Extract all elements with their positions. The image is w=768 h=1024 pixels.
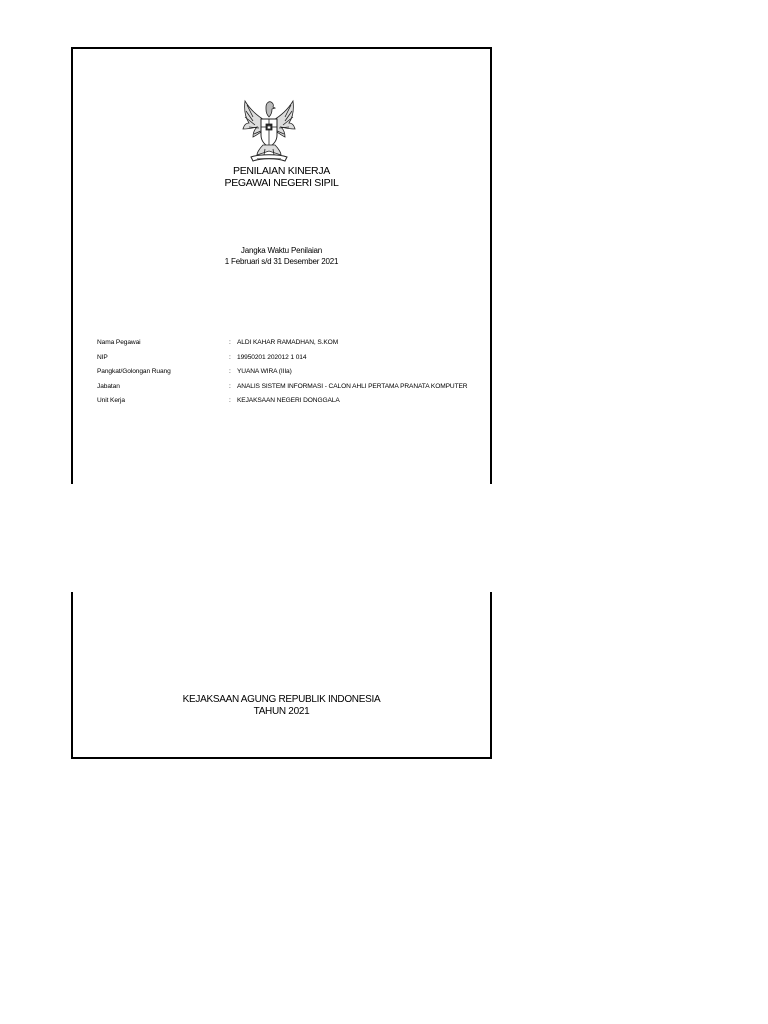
document-page-bottom (71, 592, 492, 759)
document-year: TAHUN 2021 (253, 706, 310, 717)
info-value: ALDI KAHAR RAMADHAN, S.KOM (237, 339, 339, 346)
info-label: Nama Pegawai (97, 339, 141, 346)
document-page-top (71, 47, 492, 484)
info-label: Pangkat/Golongan Ruang (97, 368, 171, 375)
document-title (73, 165, 490, 189)
assessment-period (73, 245, 490, 267)
info-colon: : (229, 382, 231, 390)
employee-info-table (97, 336, 467, 409)
info-label: Unit Kerja (97, 397, 125, 404)
info-value: 19950201 202012 1 014 (237, 353, 307, 361)
title-line-1: PENILAIAN KINERJA (232, 165, 330, 177)
info-label: NIP (97, 353, 108, 361)
info-value: KEJAKSAAN NEGERI DONGGALA (237, 397, 340, 404)
title-line-2: PEGAWAI NEGERI SIPIL (224, 177, 339, 189)
info-colon: : (229, 339, 231, 346)
info-colon: : (229, 368, 231, 375)
employee-info-row (97, 365, 467, 380)
info-value: YUANA WIRA (IIIa) (237, 368, 292, 375)
institution-name: KEJAKSAAN AGUNG REPUBLIK INDONESIA (182, 694, 381, 705)
employee-info-row (97, 380, 467, 395)
period-label: Jangka Waktu Penilaian (240, 246, 323, 255)
garuda-emblem-icon (239, 97, 299, 163)
info-label: Jabatan (97, 382, 120, 390)
employee-info-row (97, 336, 467, 351)
info-colon: : (229, 353, 231, 361)
info-colon: : (229, 397, 231, 404)
employee-info-row (97, 351, 467, 366)
period-value: 1 Februari s/d 31 Desember 2021 (224, 257, 339, 266)
employee-info-row (97, 394, 467, 409)
info-value: ANALIS SISTEM INFORMASI - CALON AHLI PERTAMA PRANATA KOMPUTER (237, 382, 468, 390)
institution-footer (73, 694, 490, 718)
